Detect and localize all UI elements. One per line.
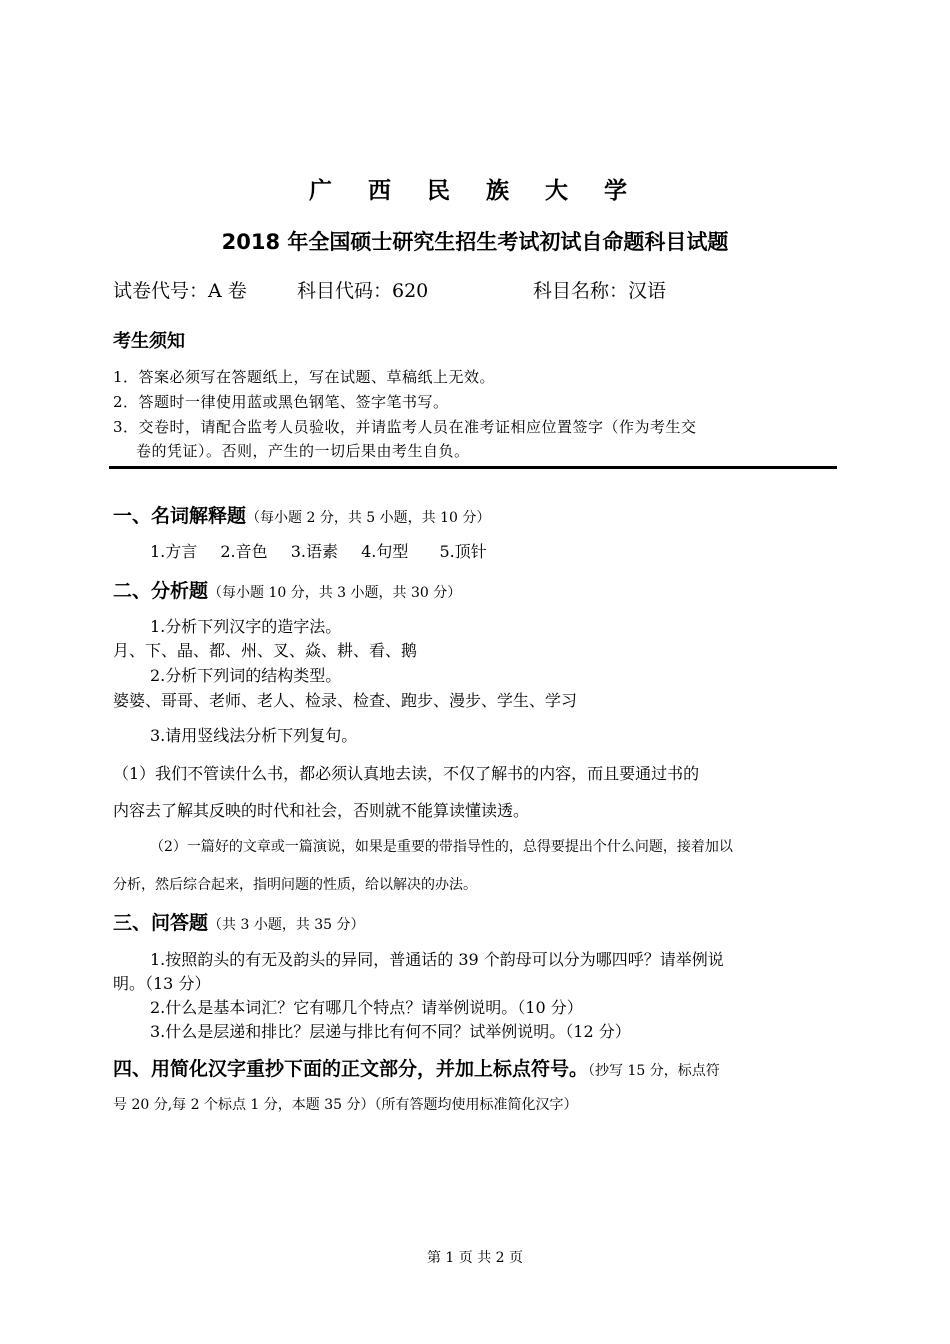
notice-heading: 考生须知 bbox=[113, 331, 185, 352]
question-text: 内容去了解其反映的时代和社会，否则就不能算读懂读透。 bbox=[113, 801, 530, 820]
question-text: 婆婆、哥哥、老师、老人、检录、检查、跑步、漫步、学生、学习 bbox=[113, 691, 578, 710]
question-text: 月、下、晶、都、州、叉、焱、耕、看、鹅 bbox=[113, 641, 418, 660]
section-3-heading bbox=[113, 908, 365, 935]
section-4-note: （抄写 15 分，标点符 bbox=[588, 1063, 720, 1079]
term-item: 5.顶针 bbox=[439, 542, 487, 561]
university-name: 广 西 民 族 大 学 bbox=[308, 178, 642, 204]
term-item: 4.句型 bbox=[361, 542, 409, 561]
section-2-heading bbox=[113, 576, 461, 603]
question-text: （2）一篇好的文章或一篇演说，如果是重要的带指导性的，总得要提出个什么问题，接着加以 bbox=[150, 839, 733, 855]
question-text: 分析，然后综合起来，指明问题的性质，给以解决的办法。 bbox=[113, 877, 477, 893]
section-3-note: （共 3 小题，共 35 分） bbox=[208, 917, 365, 933]
section-1-note: （每小题 2 分，共 5 小题，共 10 分） bbox=[246, 510, 491, 526]
section-1-title: 一、名词解释题 bbox=[113, 505, 247, 527]
question-text: 3.什么是层递和排比？层递与排比有何不同？试举例说明。（12 分） bbox=[150, 1022, 631, 1041]
question-text: 2.什么是基本词汇？它有哪几个特点？请举例说明。（10 分） bbox=[150, 998, 583, 1017]
page-number: 第 1 页 共 2 页 bbox=[426, 1250, 524, 1266]
subject-name: 科目名称：汉语 bbox=[533, 280, 667, 302]
section-4-title: 四、用简化汉字重抄下面的正文部分，并加上标点符号。 bbox=[113, 1058, 589, 1080]
term-item: 1.方言 bbox=[150, 542, 198, 561]
section-4-note-continued: 号 20 分,每 2 个标点 1 分，本题 35 分）（所有答题均使用标准简化汉字） bbox=[113, 1097, 578, 1113]
term-item: 3.语素 bbox=[290, 542, 339, 561]
term-list bbox=[150, 539, 487, 562]
term-item: 2.音色 bbox=[220, 542, 268, 561]
question-text: 2.分析下列词的结构类型。 bbox=[150, 666, 342, 685]
notice-item: 3．交卷时，请配合监考人员验收，并请监考人员在准考证相应位置签字（作为考生交 bbox=[113, 418, 697, 436]
notice-item: 卷的凭证）。否则，产生的一切后果由考生自负。 bbox=[136, 442, 470, 460]
section-4-heading bbox=[113, 1054, 720, 1081]
notice-item: 1．答案必须写在答题纸上，写在试题、草稿纸上无效。 bbox=[113, 368, 496, 386]
section-2-title: 二、分析题 bbox=[113, 580, 209, 602]
section-2-note: （每小题 10 分，共 3 小题，共 30 分） bbox=[208, 585, 462, 601]
question-text: 明。（13 分） bbox=[113, 974, 211, 993]
divider-rule bbox=[109, 466, 837, 469]
subject-code: 科目代码：620 bbox=[297, 280, 429, 302]
question-text: 3.请用竖线法分析下列复句。 bbox=[150, 726, 358, 745]
question-text: 1.分析下列汉字的造字法。 bbox=[150, 617, 342, 636]
notice-item: 2．答题时一律使用蓝或黑色钢笔、签字笔书写。 bbox=[113, 393, 449, 411]
question-text: 1.按照韵头的有无及韵头的异同，普通话的 39 个韵母可以分为哪四呼？请举例说 bbox=[150, 950, 724, 969]
question-text: （1）我们不管读什么书，都必须认真地去读，不仅了解书的内容，而且要通过书的 bbox=[113, 764, 700, 783]
section-3-title: 三、问答题 bbox=[113, 912, 209, 934]
section-1-heading bbox=[113, 501, 490, 528]
exam-title: 2018 年全国硕士研究生招生考试初试自命题科目试题 bbox=[221, 230, 729, 254]
paper-code: 试卷代号：A 卷 bbox=[113, 280, 247, 302]
